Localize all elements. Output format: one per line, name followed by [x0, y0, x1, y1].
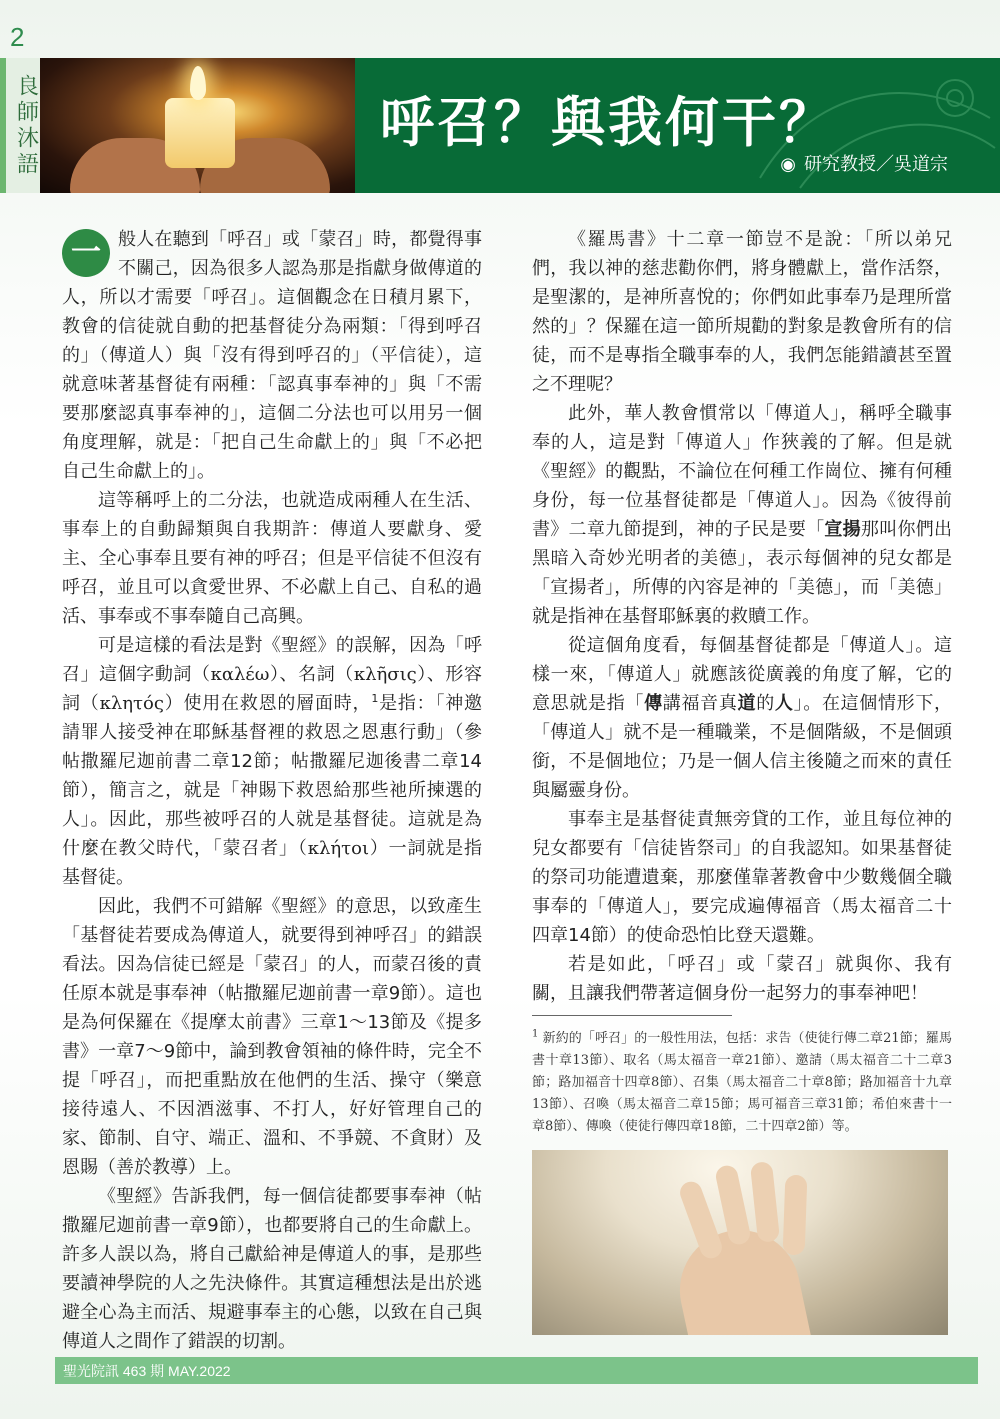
paragraph-2: 這等稱呼上的二分法，也就造成兩種人在生活、事奉上的自動歸類與自我期許：傳道人要獻身、愛主、全心事奉且要有神的呼召；但是平信徒不但沒有呼召，並且可以貪愛世界、不必獻上自己、自私的過活、事奉或不事奉隨自己高興。 — [62, 490, 482, 627]
candle-photo — [40, 58, 355, 193]
paragraph-1: 一 般人在聽到「呼召」或「蒙召」時，都覺得事不關己，因為很多人認為那是指獻身做傳道的人，所以才需要「呼召」。這個觀念在日積月累下，教會的信徒就自動的把基督徒分為兩類：「得到呼召的」（傳道人）與「沒有得到呼召的」（平信徒），這就意味著基督徒有兩種：「認真事奉神的」與「不需要那麼認真事奉神的」，這個二分法也可以用另一個角度理解，就是：「把自己生命獻上的」與「不必把自己生命獻上的」。 — [62, 229, 482, 482]
column-name: 良師沐語 — [13, 73, 39, 178]
author-name: 研究教授／吳道宗 — [804, 154, 948, 175]
finger-shape — [783, 1175, 808, 1256]
footnote-text: 新約的「呼召」的一般性用法，包括：求告（使徒行傳二章21節；羅馬書十章13節）、取名（馬太福音一章21節）、邀請（馬太福音二十二章3節；路加福音十四章8節）、召集（馬太福音二十章8節；路加福音十九章13節）、召喚（馬太福音二章15節；馬可福音三章31節；希伯來書十一章8節）、傳喚（使徒行傳四章18節，二十四章2節）等。 — [532, 1031, 952, 1134]
romans-quote: 「所以弟兄們，我以神的慈悲勸你們，將身體獻上，當作活祭，是聖潔的，是神所喜悅的；你們如此事奉乃是理所當然的 — [532, 229, 953, 337]
dropcap-badge: 一 — [62, 229, 110, 277]
page-number: 2 — [10, 22, 25, 52]
finger-shape — [750, 1161, 780, 1243]
greek-adjective: κλητός — [99, 693, 164, 714]
paragraph-5: 《聖經》告訴我們，每一個信徒都要事奉神（帖撒羅尼迦前書一章9節），也都要將自己的生命獻上。許多人誤以為，將自己獻給神是傳道人的事，是那些要讀神學院的人之先決條件。其實這種想法是出於逃避全心為主而活、規避事奉主的心態，以致在自己與傳道人之間作了錯誤的切割。 — [62, 1186, 482, 1352]
paragraph-3: 可是這樣的看法是對《聖經》的誤解，因為「呼召」這個字動詞（καλέω）、名詞（κλῆσις）、形容詞（κλητός）使用在救恩的層面時，$^1$是指：「神邀請罪人接受神在耶穌基督裡的救恩之恩惠行動」（參帖撒羅尼迦前書二章12節；帖撒羅尼迦後書二章14節），簡言之，就是「神賜下救恩給那些祂所揀選的人」。因此，那些被呼召的人就是基督徒。這就是為什麼在教父時代，「蒙召者」（κλήτοι）一詞就是指基督徒。 — [62, 635, 483, 888]
footnote — [532, 1028, 952, 1138]
author-line — [780, 150, 948, 176]
bullet-circle-icon: ◉ — [780, 154, 796, 175]
greek-called-ones: κλήτοι — [307, 838, 369, 859]
bold-proclaim: 宣揚 — [824, 519, 861, 540]
footnote-number: 1 — [532, 1028, 539, 1040]
paragraph-10: 若是如此，「呼召」或「蒙召」就與你、我有關，且讓我們帶著這個身份一起努力的事奉神吧！ — [532, 954, 952, 1004]
candle-shape — [165, 98, 235, 168]
paragraph-4: 因此，我們不可錯解《聖經》的意思，以致產生「基督徒若要成為傳道人，就要得到神呼召」的錯誤看法。因為信徒已經是「蒙召」的人，而蒙召後的責任原本就是事奉神（帖撒羅尼迦前書一章9節）。這也是為何保羅在《提摩太前書》三章1～13節及《提多書》一章7～9節中，論到教會領袖的條件時，完全不提「呼召」，而把重點放在他們的生活、操守（樂意接待遠人、不因酒滋事、不打人，好好管理自己的家、節制、自守、端正、溫和、不爭競、不貪財）及恩賜（善於教導）上。 — [62, 896, 482, 1178]
paragraph-8: 從這個角度看，每個基督徒都是「傳道人」。這樣一來，「傳道人」就應該從廣義的角度了解，它的意思就是指「傳講福音真道的人」。在這個情形下，「傳道人」就不是一種職業，不是個階級，不是個頭銜，不是個地位；乃是一個人信主後隨之而來的責任與屬靈身份。 — [532, 635, 953, 801]
footnote-marker: 1 — [371, 692, 379, 705]
greek-verb: καλέω — [210, 664, 270, 685]
page-title: 呼召？與我何干？ — [380, 91, 836, 154]
footer-bar — [55, 1357, 978, 1384]
footer-issue: 聖光院訊 463 期 MAY.2022 — [63, 1363, 231, 1379]
flame-shape — [190, 66, 206, 100]
article-column-right — [532, 225, 952, 1008]
paragraph-9: 事奉主是基督徒責無旁貸的工作，並且每位神的兒女都要有「信徒皆祭司」的自我認知。如果基督徒的祭司功能遭遺棄，那麼僅靠著教會中少數幾個全職事奉的「傳道人」，要完成遍傳福音（馬太福音二十四章14節）的使命恐怕比登天還難。 — [532, 809, 952, 946]
raised-hand-photo — [532, 1150, 948, 1335]
article-column-left — [62, 225, 482, 1356]
paragraph-7: 此外，華人教會慣常以「傳道人」，稱呼全職事奉的人，這是對「傳道人」作狹義的了解。但是就《聖經》的觀點，不論位在何種工作崗位、擁有何種身份，每一位基督徒都是「傳道人」。因為《彼得前書》二章九節提到，神的子民是要「宣揚那叫你們出黑暗入奇妙光明者的美德」，表示每個神的兒女都是「宣揚者」，所傳的內容是神的「美德」，而「美德」就是指神在基督耶穌裏的救贖工作。 — [532, 403, 953, 627]
greek-noun: κλῆσις — [353, 664, 417, 685]
paragraph-6: 《羅馬書》十二章一節豈不是說：「所以弟兄們，我以神的慈悲勸你們，將身體獻上，當作活祭，是聖潔的，是神所喜悅的；你們如此事奉乃是理所當然的」？保羅在這一節所規勸的對象是教會所有的信徒，而不是專指全職事奉的人，我們怎能錯讀甚至置之不理呢？ — [532, 229, 953, 395]
footnote-divider — [532, 1015, 732, 1016]
